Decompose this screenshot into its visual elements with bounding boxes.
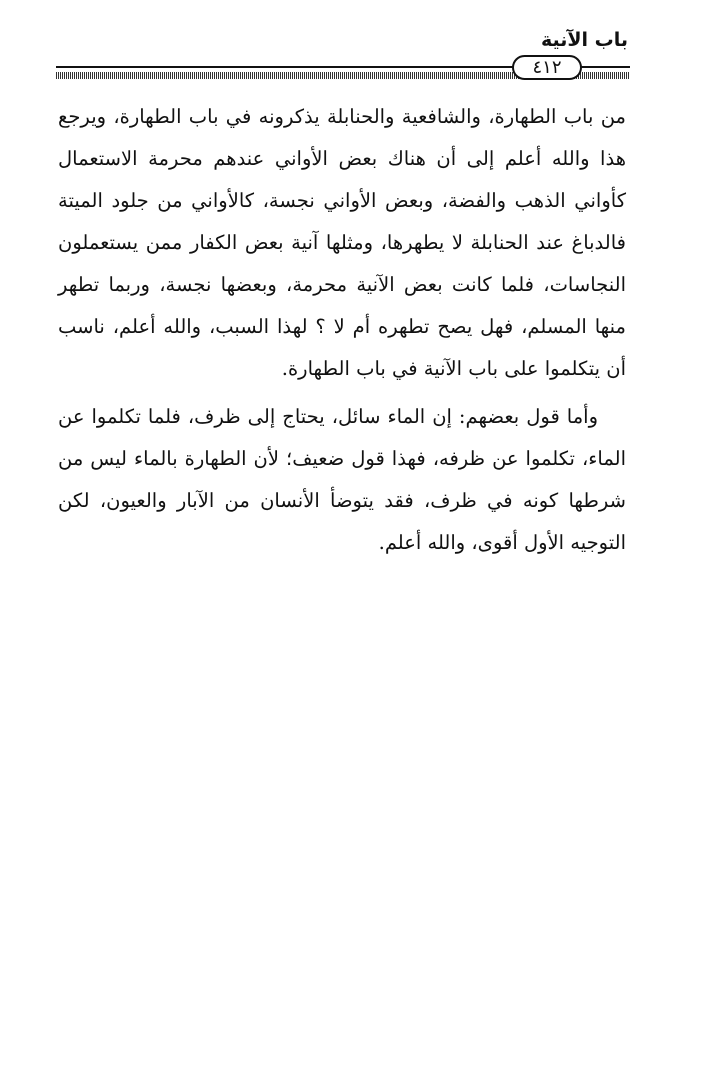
running-title: باب الآنية: [540, 29, 628, 51]
page-number: ٤١٢: [532, 56, 562, 78]
paragraph-1: من باب الطهارة، والشافعية والحنابلة يذكرونه في باب الطهارة، ويرجع هذا والله أعلم إلى أن هناك بعض الأواني عندهم محرمة الاستعمال كأواني الذهب والفضة، وبعض الأواني نجسة، كالأواني من جلود الميتة فالدباغ عند الحنابلة لا يطهرها، ومثلها آنية بعض الكفار ممن يستعملون النجاسات، فلما كانت بعض الآنية محرمة، وبعضها نجسة، وربما تطهر منها المسلم، فهل يصح تطهره أم لا ؟ لهذا السبب، والله أعلم، ناسب أن يتكلموا على باب الآنية في باب الطهارة.: [58, 105, 626, 380]
paragraph-2: وأما قول بعضهم: إن الماء سائل، يحتاج إلى ظرف، فلما تكلموا عن الماء، تكلموا عن ظرفه، فهذا قول ضعيف؛ لأن الطهارة بالماء ليس من شرطها كونه في ظرف، فقد يتوضأ الأنسان من الآبار والعيون، لكن التوجيه الأول أقوى، والله أعلم.: [58, 405, 626, 554]
main-text: [58, 96, 626, 564]
page-number-frame: [512, 55, 582, 80]
page-header: [56, 22, 630, 82]
